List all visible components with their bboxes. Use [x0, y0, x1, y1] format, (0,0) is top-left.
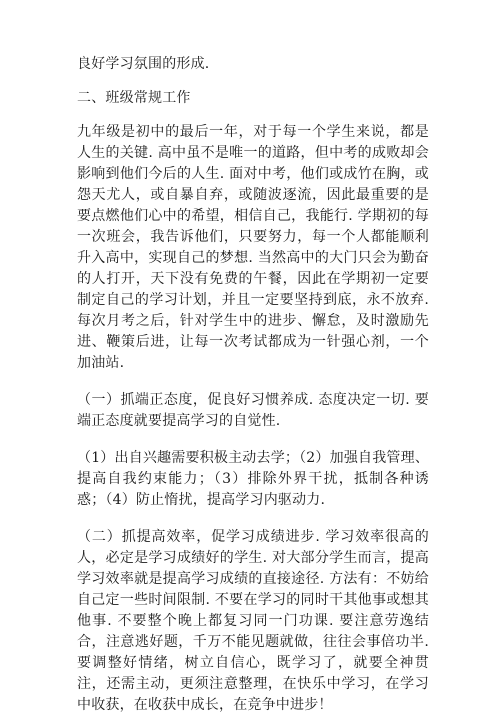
- paragraph-attitude-list: （1）出自兴趣需要积极主动去学；（2）加强自我管理、提高自我约束能力；（3）排除外界干扰，抵制各种诱惑；（4）防止惰扰，提高学习内驱动力.: [77, 450, 430, 508]
- paragraph-intro-end: 良好学习氛围的形成.: [77, 56, 210, 72]
- paragraph-efficiency: （二）抓提高效率，促学习成绩进步. 学习效率很高的人，必定是学习成绩好的学生. 对大部分学生而言，提高学习效率就是提高学习成绩的直接途径. 方法有：不妨给自己定一些时间限制. 不要在学习的同时干其他事或想其他事. 不要整个晚上都复习同一门功课. 要注意劳逸结合，注意逃好题，千万不能见题就做，往往会事倍功半. 要调整好情绪，树立自信心，既学习了，就要全神贯注，还需主动，更须注意整理，在快乐中学习，在学习中收获，在收获中成长，在竞争中进步！: [77, 529, 429, 713]
- document-page: [77, 54, 429, 716]
- paragraph-attitude: （一）抓端正态度，促良好习惯养成. 态度决定一切. 要端正态度就要提高学习的自觉性.: [77, 392, 429, 429]
- paragraph-grade-nine: 九年级是初中的最后一年，对于每一个学生来说，都是人生的关键. 高中虽不是唯一的道路，但中考的成败却会影响到他们今后的人生. 面对中考，他们或成竹在胸，或怨天尤人，或自暴自弃，或随波逐流，因此最重要的是要点燃他们心中的希望，相信自己，我能行. 学期初的每一次班会，我告诉他们，只要努力，每一个人都能顺利升入高中，实现自己的梦想. 当然高中的大门只会为勤奋的人打开，天下没有免费的午餐，因此在学期初一定要制定自己的学习计划，并且一定要坚持到底，永不放弃. 每次月考之后，针对学生中的进步、懈怠，及时激励先进、鞭策后进，让每一次考试都成为一针强心剂，一个加油站.: [77, 124, 429, 371]
- section-heading-class-routine: 二、班级常规工作: [77, 90, 191, 106]
